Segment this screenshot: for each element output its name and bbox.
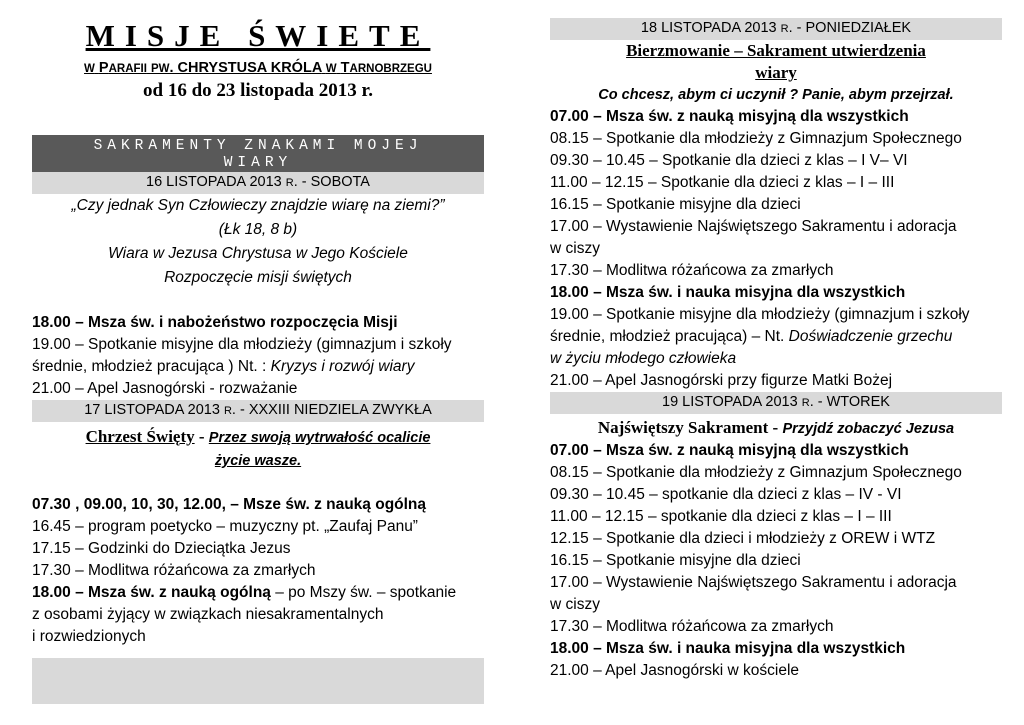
schedule-line: 21.00 – Apel Jasnogórski - rozważanie <box>32 380 298 397</box>
schedule-line: w ciszy <box>550 596 600 613</box>
schedule-line: 16.15 – Spotkanie misyjne dla dzieci <box>550 552 801 569</box>
day-header-19: 19 LISTOPADA 2013 R. - WTOREK <box>550 392 1002 414</box>
mission-dates: od 16 do 23 listopada 2013 r. <box>143 80 373 101</box>
schedule-line: w ciszy <box>550 240 600 257</box>
schedule-line: 17.30 – Modlitwa różańcowa za zmarłych <box>550 262 834 279</box>
schedule-line: 09.30 – 10.45 – Spotkanie dla dzieci z klas – I V– VI <box>550 152 908 169</box>
schedule-line: 19.00 – Spotkanie misyjne dla młodzieży (gimnazjum i szkoły <box>32 336 452 353</box>
schedule-line: średnie, młodzież pracująca) – Nt. Doświadczenie grzechu <box>550 328 953 345</box>
schedule-line: 17.00 – Wystawienie Najświętszego Sakramentu i adoracja <box>550 574 957 591</box>
schedule-line: 16.45 – program poetycko – muzyczny pt. „Zaufaj Panu” <box>32 518 418 535</box>
footer-band <box>32 658 484 704</box>
schedule-line: 18.00 – Msza św. i nauka misyjna dla wszystkich <box>550 640 906 657</box>
schedule-line: 17.15 – Godzinki do Dzieciątka Jezus <box>32 540 291 557</box>
schedule-line: 18.00 – Msza św. i nauka misyjna dla wszystkich <box>550 284 906 301</box>
schedule-line: 17.30 – Modlitwa różańcowa za zmarłych <box>550 618 834 635</box>
schedule-line: 18.00 – Msza św. z nauką ogólną – po Mszy św. – spotkanie <box>32 584 457 601</box>
day3-quote: Co chcesz, abym ci uczynił ? Panie, abym przejrzał. <box>598 87 954 103</box>
day-header-17: 17 LISTOPADA 2013 R. - XXXIII NIEDZIELA ZWYKŁA <box>32 400 484 422</box>
schedule-line: 11.00 – 12.15 – spotkanie dla dzieci z klas – I – III <box>550 508 892 525</box>
schedule-line: 21.00 – Apel Jasnogórski w kościele <box>550 662 800 679</box>
schedule-line: 16.15 – Spotkanie misyjne dla dzieci <box>550 196 801 213</box>
day2-heading: Chrzest Święty - Przez swoją wytrwałość ocalicie <box>85 427 431 446</box>
schedule-line: 18.00 – Msza św. i nabożeństwo rozpoczęcia Misji <box>32 314 398 331</box>
schedule-line: i rozwiedzionych <box>32 628 146 645</box>
schedule-line: w życiu młodego człowieka <box>550 350 737 367</box>
schedule-line: 17.00 – Wystawienie Najświętszego Sakramentu i adoracja <box>550 218 957 235</box>
schedule-line: 07.00 – Msza św. z nauką misyjną dla wszystkich <box>550 442 909 459</box>
day3-heading-cont: wiary <box>755 63 797 82</box>
day4-heading: Najświętszy Sakrament - Przyjdź zobaczyć Jezusa <box>597 418 955 437</box>
day3-heading: Bierzmowanie – Sakrament utwierdzenia <box>626 41 926 60</box>
day-header-18: 18 LISTOPADA 2013 R. - PONIEDZIAŁEK <box>550 18 1002 40</box>
day1-quote: „Czy jednak Syn Człowieczy znajdzie wiarę na ziemi?” <box>71 197 445 214</box>
schedule-line: 07.30 , 09.00, 10, 30, 12.00, – Msze św. z nauką ogólną <box>32 496 427 513</box>
schedule-line: 09.30 – 10.45 – spotkanie dla dzieci z klas – IV - VI <box>550 486 902 503</box>
schedule-line: 11.00 – 12.15 – Spotkanie dla dzieci z klas – I – III <box>550 174 895 191</box>
day-header-16: 16 LISTOPADA 2013 R. - SOBOTA <box>32 172 484 194</box>
day1-subheading: Rozpoczęcie misji świętych <box>164 269 352 286</box>
right-column <box>550 18 1002 682</box>
schedule-line: 17.30 – Modlitwa różańcowa za zmarłych <box>32 562 316 579</box>
schedule-line: 19.00 – Spotkanie misyjne dla młodzieży (gimnazjum i szkoły <box>550 306 970 323</box>
schedule-line: 08.15 – Spotkanie dla młodzieży z Gimnazjum Społecznego <box>550 464 962 481</box>
day1-heading: Wiara w Jezusa Chrystusa w Jego Kościele <box>108 245 408 262</box>
parish-subtitle: W PARAFII PW. CHRYSTUSA KRÓLA W TARNOBRZEGU <box>84 60 432 76</box>
day2-heading-cont: życie wasze. <box>214 453 302 469</box>
left-column <box>32 0 484 704</box>
schedule-line: 12.15 – Spotkanie dla dzieci i młodzieży z OREW i WTZ <box>550 530 936 547</box>
schedule-line: z osobami żyjący w związkach niesakramentalnych <box>32 606 384 623</box>
schedule-line: 07.00 – Msza św. z nauką misyjną dla wszystkich <box>550 108 909 125</box>
theme-banner: SAKRAMENTY ZNAKAMI MOJEJ WIARY <box>32 135 484 172</box>
page-title: MISJE ŚWIETE <box>85 18 431 53</box>
schedule-line: 21.00 – Apel Jasnogórski przy figurze Matki Bożej <box>550 372 893 389</box>
schedule-line: 08.15 – Spotkanie dla młodzieży z Gimnazjum Społecznego <box>550 130 962 147</box>
schedule-line: średnie, młodzież pracująca ) Nt. : Kryzys i rozwój wiary <box>32 358 415 375</box>
day1-quote-ref: (Łk 18, 8 b) <box>218 221 298 238</box>
